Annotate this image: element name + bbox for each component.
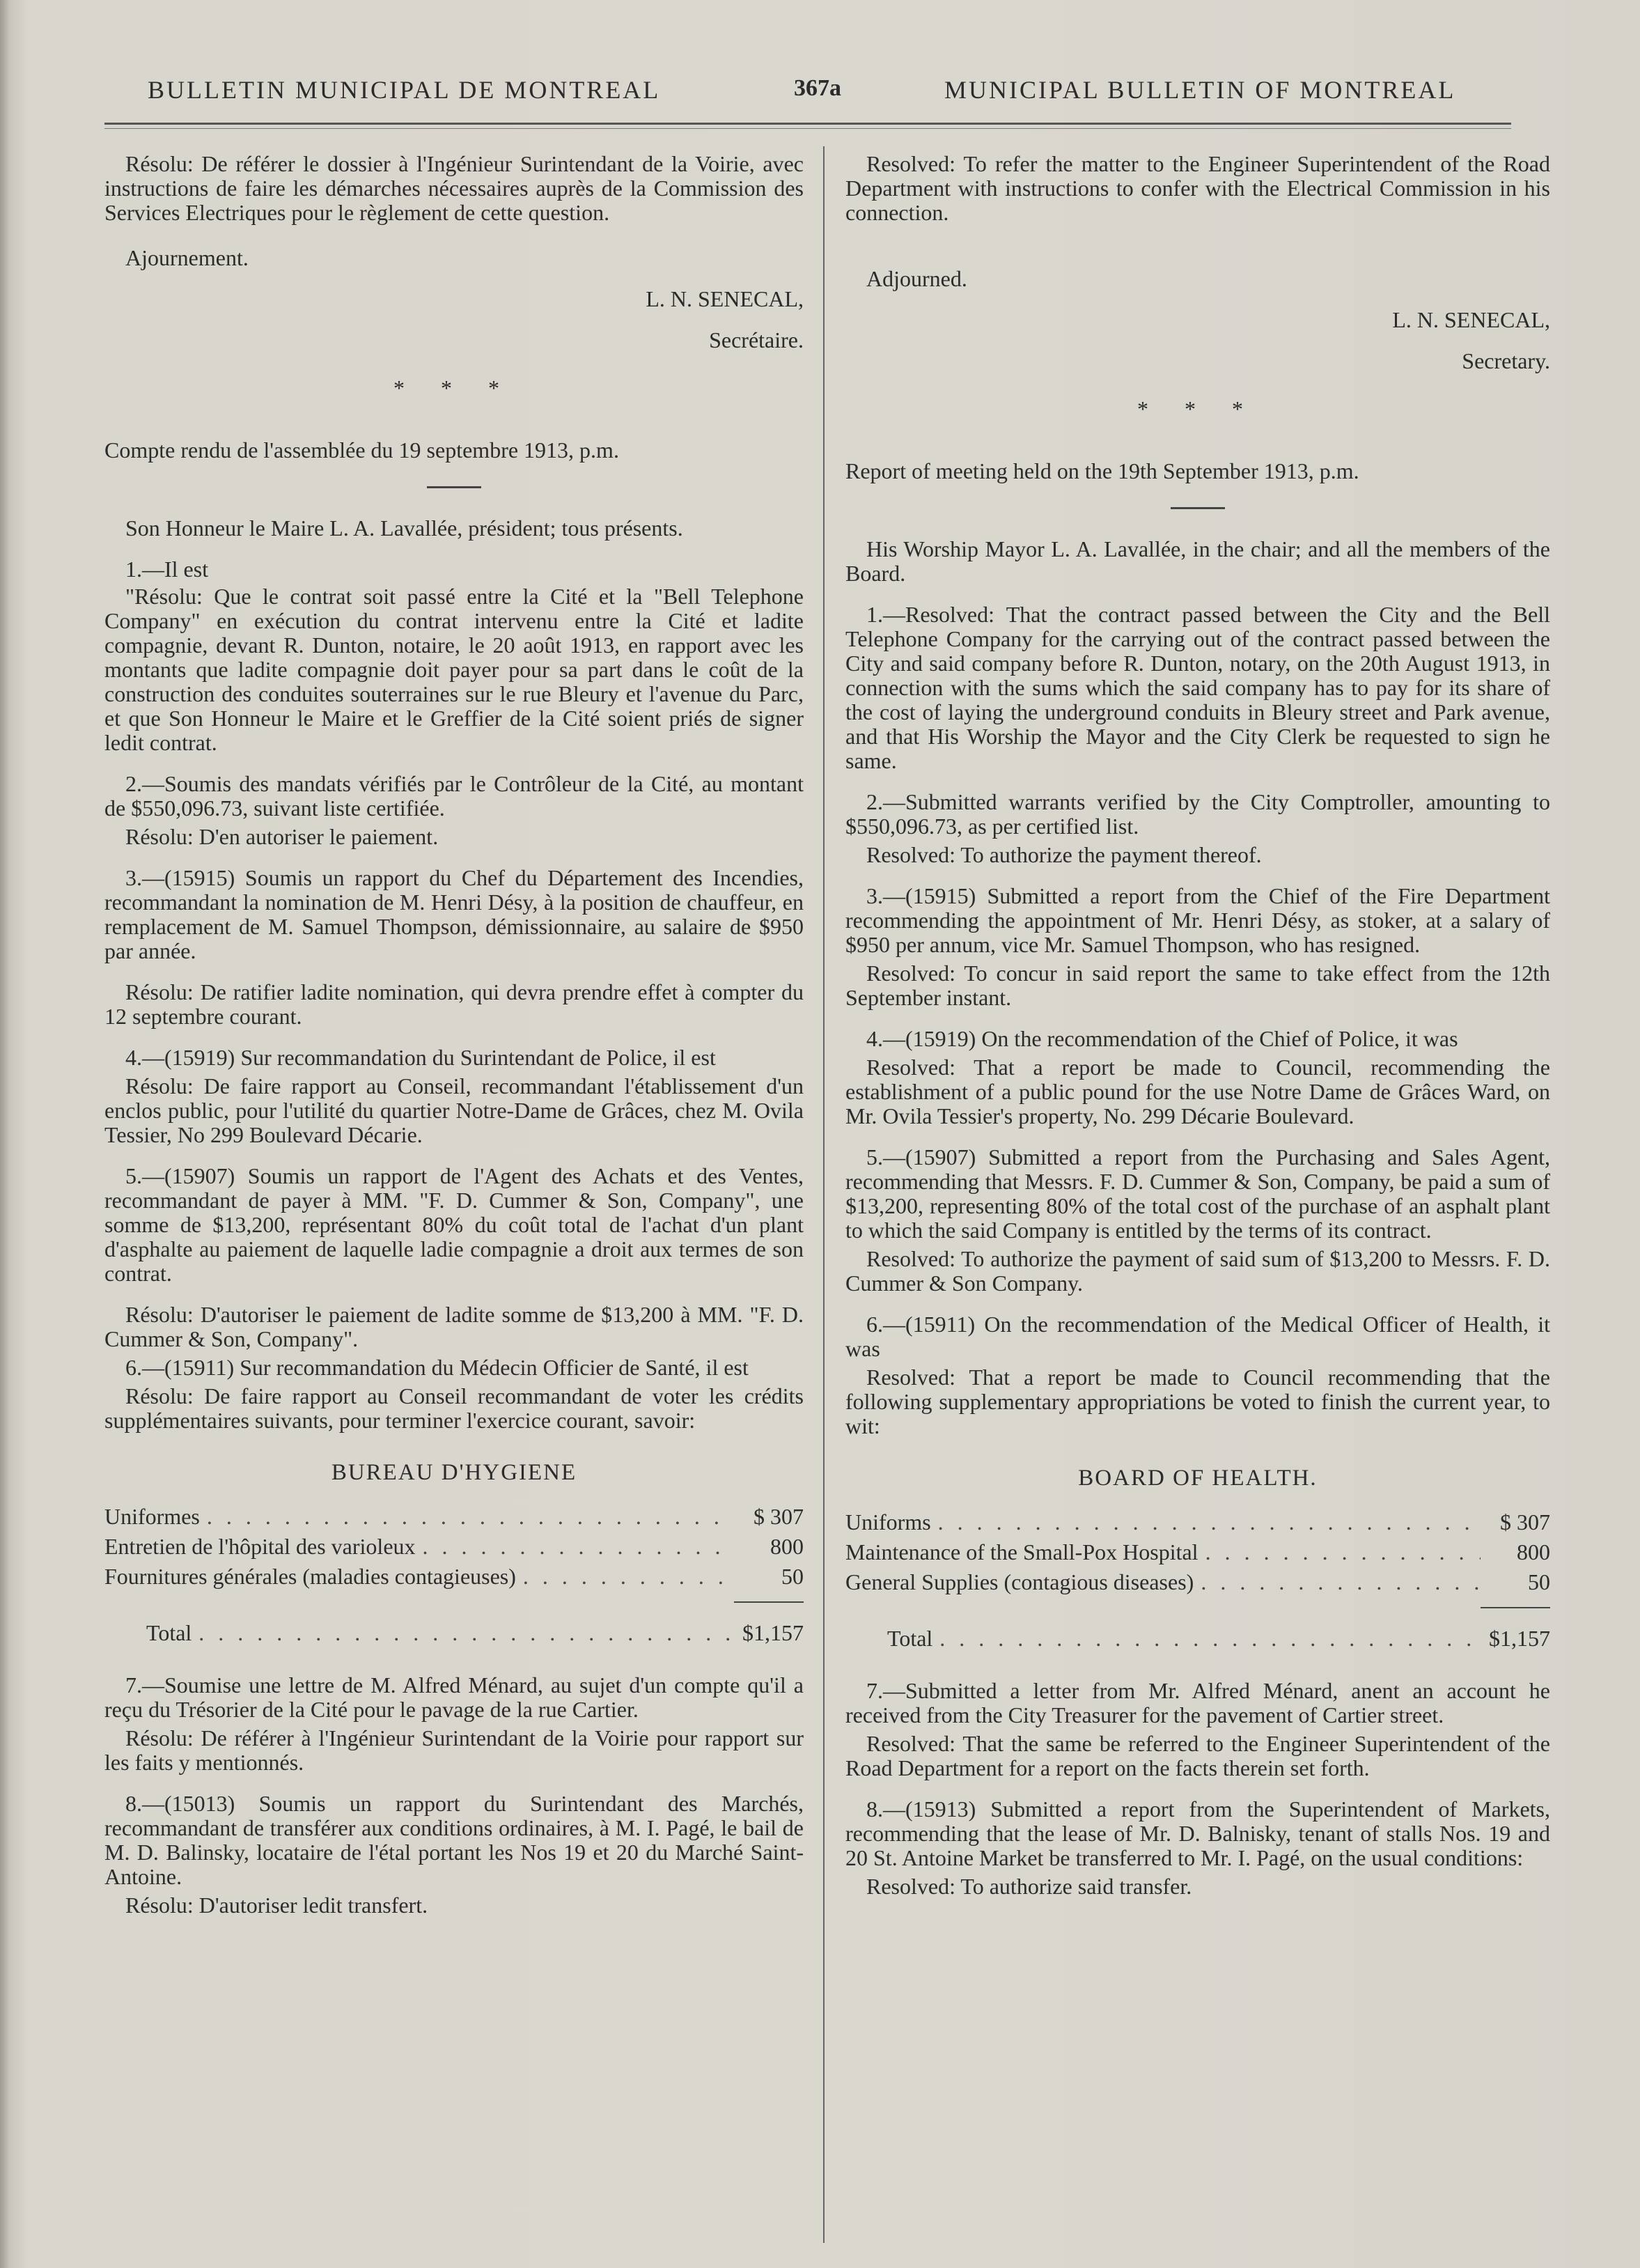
leader-dots <box>939 1626 1481 1651</box>
total-rule <box>734 1601 804 1603</box>
fr-item-6-resolution: Résolu: De faire rapport au Conseil recommandant de voter les crédits supplémentaires suivants, pour terminer l'exercice courant, savoir: <box>104 1383 804 1433</box>
leader-dots <box>207 1505 734 1529</box>
en-signature-name: L. N. SENECAL, <box>1392 307 1550 332</box>
leader-dots <box>1205 1540 1481 1564</box>
fr-item-7-resolution: Résolu: De référer à l'Ingénieur Surintendant de la Voirie pour rapport sur les faits y mentionnés. <box>104 1725 804 1775</box>
fr-item-7: 7.—Soumise une lettre de M. Alfred Ménard, au sujet d'un compte qu'il a reçu du Trésorier de la Cité pour le pavage de la rue Cartier. <box>104 1672 804 1722</box>
fr-table-title: BUREAU D'HYGIENE <box>331 1460 577 1485</box>
en-section-stars: * * * <box>1137 396 1258 421</box>
fr-item-4-resolution: Résolu: De faire rapport au Conseil, recommandant l'établissement d'un enclos public, pour l'utilité du quartier Notre-Dame de Grâces, chez M. Ovila Tessier, No 299 Boulevard Décarie. <box>104 1073 804 1147</box>
en-item-1: 1.—Resolved: That the contract passed between the City and the Bell Telephone Company for the carrying out of the contract passed between the City and said company before R. Dunton, notary, on the 20th August 1913, in connection with the sums which the said company has to pay for its share of the cost of laying the underground conduits in Bleury street and Park avenue, and that His Worship the Mayor and the City Clerk be requested to sign he same. <box>845 602 1550 773</box>
fr-dash-separator <box>427 486 481 488</box>
row-amount: 800 <box>1517 1539 1550 1564</box>
fr-signature-name: L. N. SENECAL, <box>646 286 804 311</box>
table-row <box>845 1510 1550 1535</box>
en-resolution-intro: Resolved: To refer the matter to the Engineer Superintendent of the Road Department with instructions to confer with the Electrical Commission in his connection. <box>845 151 1550 225</box>
fr-item-4: 4.—(15919) Sur recommandation du Surintendant de Police, il est <box>125 1045 716 1070</box>
row-label: Fournitures générales (maladies contagieuses) <box>104 1564 516 1589</box>
fr-adjournment: Ajournement. <box>125 245 249 270</box>
en-dash-separator <box>1171 507 1225 509</box>
total-label: Total <box>146 1620 192 1645</box>
total-row <box>104 1621 804 1645</box>
en-item-2: 2.—Submitted warrants verified by the City Comptroller, amounting to $550,096.73, as per certified list. <box>845 789 1550 839</box>
en-table-title: BOARD OF HEALTH. <box>1078 1466 1318 1491</box>
header-rule <box>104 123 1511 125</box>
french-column <box>104 152 804 1934</box>
total-amount: $1,157 <box>742 1620 804 1645</box>
row-amount: $ 307 <box>1500 1509 1550 1535</box>
en-item-5-resolution: Resolved: To authorize the payment of said sum of $13,200 to Messrs. F. D. Cummer & Son Company. <box>845 1246 1550 1296</box>
row-amount: 800 <box>770 1534 804 1559</box>
total-amount: $1,157 <box>1489 1626 1550 1651</box>
en-item-5: 5.—(15907) Submitted a report from the Purchasing and Sales Agent, recommending that Messrs. F. D. Cummer & Son, Company, be paid a sum of $13,200, representing 80% of the total cost of the purchase of an asphalt plant to which the said Company is entitled by the terms of its contract. <box>845 1144 1550 1243</box>
total-row <box>845 1626 1550 1651</box>
en-item-7-resolution: Resolved: That the same be referred to the Engineer Superintendent of the Road Department for a report on the facts therein set forth. <box>845 1731 1550 1780</box>
en-item-4: 4.—(15919) On the recommendation of the Chief of Police, it was <box>866 1026 1458 1051</box>
row-amount: 50 <box>781 1564 804 1589</box>
en-signature-title: Secretary. <box>1462 348 1550 373</box>
table-row <box>104 1535 804 1559</box>
row-label: Entretien de l'hôpital des varioleux <box>104 1534 416 1559</box>
leader-dots <box>1201 1570 1481 1594</box>
row-label: General Supplies (contagious diseases) <box>845 1569 1194 1594</box>
en-item-8-resolution: Resolved: To authorize said transfer. <box>866 1874 1192 1899</box>
header-right-title: MUNICIPAL BULLETIN OF MONTREAL <box>944 76 1456 104</box>
fr-item-5: 5.—(15907) Soumis un rapport de l'Agent des Achats et des Ventes, recommandant de payer à MM. "F. D. Cummer & Son, Company", une somme de $13,200, représentant 80% du coût total de l'achat d'un plant d'asphalte au paiement de laquelle ladie compagnie a droit aux termes de son contrat. <box>104 1163 804 1286</box>
en-item-7: 7.—Submitted a letter from Mr. Alfred Ménard, anent an account he received from the City Treasurer for the pavement of Cartier street. <box>845 1678 1550 1727</box>
table-row <box>104 1505 804 1529</box>
total-label: Total <box>887 1626 933 1651</box>
total-rule <box>1481 1607 1550 1608</box>
en-appropriations-table <box>845 1510 1550 1651</box>
table-row <box>104 1564 804 1589</box>
en-item-6-resolution: Resolved: That a report be made to Council recommending that the following supplementary appropriations be voted to finish the current year, to wit: <box>845 1365 1550 1438</box>
table-row <box>845 1570 1550 1594</box>
table-row <box>845 1540 1550 1564</box>
row-label: Uniforms <box>845 1509 931 1535</box>
fr-item-6: 6.—(15911) Sur recommandation du Médecin Officier de Santé, il est <box>125 1355 749 1380</box>
page-number: 367a <box>794 75 841 101</box>
fr-item-1-intro: 1.—Il est <box>125 557 209 582</box>
leader-dots <box>423 1535 734 1559</box>
fr-item-5-resolution: Résolu: D'autoriser le paiement de ladite somme de $13,200 à MM. "F. D. Cummer & Son, Company". <box>104 1302 804 1351</box>
row-label: Maintenance of the Small-Pox Hospital <box>845 1539 1198 1564</box>
fr-item-1: "Résolu: Que le contrat soit passé entre la Cité et la "Bell Telephone Company" en exécution du contrat intervenu entre la Cité et ladite compagnie, devant R. Dunton, notaire, le 20 août 1913, en rapport avec les montants que ladite compagnie doit payer pour sa part dans le coût de la construction des conduites souterraines sur le rue Bleury et l'avenue du Parc, et que Son Honneur le Maire et le Greffier de la Cité soient priés de signer ledit contrat. <box>104 584 804 755</box>
row-label: Uniformes <box>104 1504 200 1529</box>
en-item-4-resolution: Resolved: That a report be made to Council, recommending the establishment of a public pound for the use Notre Dame de Grâces Ward, on Mr. Ovila Tessier's property, No. 299 Décarie Boulevard. <box>845 1055 1550 1128</box>
leader-dots <box>938 1510 1481 1535</box>
fr-meeting-report-title: Compte rendu de l'assemblée du 19 septembre 1913, p.m. <box>104 437 619 463</box>
en-presence: His Worship Mayor L. A. Lavallée, in the chair; and all the members of the Board. <box>845 536 1550 586</box>
en-item-3-resolution: Resolved: To concur in said report the same to take effect from the 12th September instant. <box>845 961 1550 1010</box>
fr-item-2: 2.—Soumis des mandats vérifiés par le Contrôleur de la Cité, au montant de $550,096.73, suivant liste certifiée. <box>104 771 804 821</box>
en-item-6: 6.—(15911) On the recommendation of the Medical Officer of Health, it was <box>845 1312 1550 1361</box>
header-rule-thin <box>104 128 1511 129</box>
column-divider <box>823 146 825 2243</box>
row-amount: 50 <box>1528 1569 1550 1594</box>
fr-signature-title: Secrétaire. <box>709 327 804 352</box>
leader-dots <box>523 1564 734 1589</box>
row-amount: $ 307 <box>753 1504 804 1529</box>
english-column <box>845 152 1550 1916</box>
en-item-8: 8.—(15913) Submitted a report from the Superintendent of Markets, recommending that the lease of Mr. D. Balnisky, tenant of stalls Nos. 19 and 20 St. Antoine Market be transferred to Mr. I. Pagé, on the usual conditions: <box>845 1796 1550 1870</box>
en-item-2-resolution: Resolved: To authorize the payment thereof. <box>866 842 1262 867</box>
fr-resolution-intro: Résolu: De référer le dossier à l'Ingénieur Surintendant de la Voirie, avec instructions de faire les démarches nécessaires auprès de la Commission des Services Electriques pour le règlement de cette question. <box>104 151 804 225</box>
fr-item-2-resolution: Résolu: D'en autoriser le paiement. <box>125 824 439 849</box>
en-meeting-report-title: Report of meeting held on the 19th September 1913, p.m. <box>845 458 1359 483</box>
fr-appropriations-table <box>104 1505 804 1645</box>
fr-item-3: 3.—(15915) Soumis un rapport du Chef du Département des Incendies, recommandant la nomination de M. Henri Désy, à la position de chauffeur, en remplacement de M. Samuel Thompson, démissionnaire, au salaire de $950 par année. <box>104 865 804 963</box>
fr-item-8: 8.—(15013) Soumis un rapport du Surintendant des Marchés, recommandant de transférer aux conditions ordinaires, à M. I. Pagé, le bail de M. D. Balinsky, locataire de l'étal portant les Nos 19 et 20 du Marché Saint-Antoine. <box>104 1791 804 1889</box>
fr-section-stars: * * * <box>393 375 515 401</box>
fr-presence: Son Honneur le Maire L. A. Lavallée, président; tous présents. <box>125 515 683 541</box>
en-adjournment: Adjourned. <box>866 266 967 291</box>
header-left-title: BULLETIN MUNICIPAL DE MONTREAL <box>148 76 661 104</box>
en-item-3: 3.—(15915) Submitted a report from the Chief of the Fire Department recommending the appointment of Mr. Henri Désy, as stoker, at a salary of $950 per annum, vice Mr. Samuel Thompson, who has resigned. <box>845 883 1550 957</box>
fr-item-3-resolution: Résolu: De ratifier ladite nomination, qui devra prendre effet à compter du 12 septembre courant. <box>104 979 804 1029</box>
fr-item-8-resolution: Résolu: D'autoriser ledit transfert. <box>125 1893 428 1918</box>
leader-dots <box>198 1621 734 1645</box>
